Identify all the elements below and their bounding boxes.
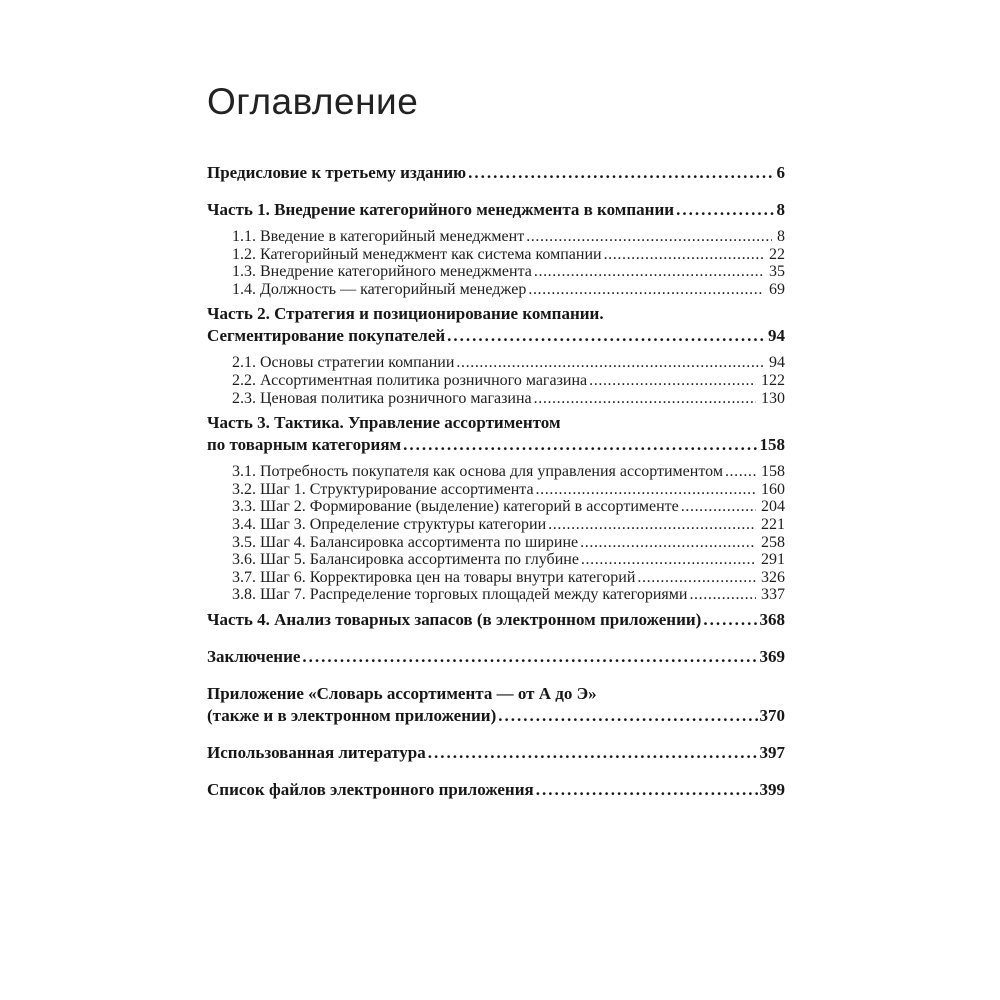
toc-entry-title: Часть 1. Внедрение категорийного менеджмента в компании: [207, 200, 675, 219]
toc-page-number: 94: [768, 326, 785, 346]
toc-page-number: 221: [761, 515, 785, 533]
toc-heading-line: [207, 683, 785, 705]
toc-heading-row: [207, 609, 785, 631]
toc-entry-title: Использованная литература: [207, 742, 426, 762]
dot-leader: [536, 481, 756, 499]
toc-entry-title: Часть 2. Стратегия и позиционирование компании.: [207, 304, 604, 324]
toc-entry-title: Список файлов электронного приложения: [207, 779, 534, 799]
dot-leader: [403, 434, 757, 456]
toc-entry-title: по товарным категориям: [207, 435, 402, 455]
dot-leader: [534, 390, 756, 408]
toc-sub-row: [207, 354, 785, 372]
toc-sub-row: [207, 390, 785, 408]
toc-sub-list: [207, 354, 785, 407]
toc-heading-row: [207, 742, 785, 764]
toc-entry-title: Сегментирование покупателей: [207, 326, 446, 346]
toc-sub-row: [207, 481, 785, 499]
toc-entry-title: Часть 3. Тактика. Управление ассортиментом: [207, 413, 561, 433]
toc-entry-title: Часть 4. Анализ товарных запасов (в электронном приложении): [207, 609, 702, 629]
dot-leader: [548, 516, 756, 534]
toc-sub-list: [207, 463, 785, 604]
dot-leader: [580, 534, 756, 552]
dot-leader: [302, 646, 757, 668]
toc-entry-title: (также и в электронном приложении): [207, 705, 497, 725]
dot-leader: [534, 263, 764, 281]
toc-entry: [207, 609, 785, 631]
toc-sub-title: 3.6. Шаг 5. Балансировка ассортимента по глубине: [232, 551, 579, 569]
toc-sub-row: [207, 569, 785, 587]
toc-sub-title: 3.4. Шаг 3. Определение структуры категории: [232, 515, 547, 533]
dot-leader: [468, 162, 774, 184]
toc-page-number: 204: [761, 498, 785, 516]
dot-leader: [428, 742, 758, 764]
toc-heading-row: [207, 779, 785, 801]
dot-leader: [536, 779, 758, 801]
toc-page-number: 6: [776, 163, 785, 182]
dot-leader: [725, 463, 756, 481]
toc-page-number: 369: [759, 646, 785, 666]
dot-leader: [581, 551, 756, 569]
dot-leader: [703, 609, 757, 631]
toc-heading-row: [207, 434, 785, 456]
toc-page-number: 397: [759, 742, 785, 762]
toc-page-number: 291: [761, 551, 785, 569]
dot-leader: [447, 325, 766, 347]
toc-sub-title: 1.4. Должность — категорийный менеджер: [232, 280, 527, 298]
toc-page-number: 8: [777, 228, 785, 245]
toc-sub-row: [207, 246, 785, 264]
toc-sub-title: 3.7. Шаг 6. Корректировка цен на товары внутри категорий: [232, 568, 636, 586]
dot-leader: [637, 569, 756, 587]
toc-sub-row: [207, 463, 785, 481]
toc-entry-title: Заключение: [207, 646, 301, 666]
toc-heading-row: [207, 325, 785, 347]
toc-page-number: 258: [761, 533, 785, 551]
toc-page-number: 160: [761, 480, 785, 498]
toc-sub-title: 1.1. Введение в категорийный менеджмент: [232, 228, 525, 245]
toc-entry: [207, 199, 785, 298]
toc-page-number: 158: [759, 435, 785, 455]
toc-entry-title: Приложение «Словарь ассортимента — от А до Э»: [207, 683, 597, 703]
toc-page-number: 399: [759, 779, 785, 799]
toc-sub-row: [207, 516, 785, 534]
toc-page-number: 8: [776, 200, 785, 219]
toc-page-number: 22: [769, 245, 785, 263]
toc-sub-title: 1.2. Категорийный менеджмент как система компании: [232, 245, 602, 263]
toc-sub-row: [207, 228, 785, 246]
toc-entry: [207, 162, 785, 184]
toc-entry: [207, 742, 785, 764]
toc-heading-row: [207, 705, 785, 727]
toc-sub-row: [207, 498, 785, 516]
toc-entry: [207, 412, 785, 604]
toc-sub-title: 2.2. Ассортиментная политика розничного магазина: [232, 371, 588, 389]
toc-sub-title: 2.3. Ценовая политика розничного магазина: [232, 389, 532, 407]
toc-page-number: 368: [759, 609, 785, 629]
toc-page-number: 370: [759, 705, 785, 725]
toc-entry: [207, 303, 785, 407]
toc-sub-row: [207, 281, 785, 299]
toc-entry-title: Предисловие к третьему изданию: [207, 163, 467, 182]
toc-sub-title: 1.3. Внедрение категорийного менеджмента: [232, 263, 532, 281]
toc-sub-title: 3.3. Шаг 2. Формирование (выделение) категорий в ассортименте: [232, 498, 679, 516]
toc-entry: [207, 683, 785, 727]
toc-page-number: 122: [761, 371, 785, 389]
toc-sub-title: 3.1. Потребность покупателя как основа для управления ассортиментом: [232, 463, 723, 481]
toc-sub-title: 3.8. Шаг 7. Распределение торговых площадей между категориями: [232, 586, 688, 604]
dot-leader: [689, 586, 756, 604]
toc-heading-row: [207, 162, 785, 184]
dot-leader: [604, 246, 764, 264]
dot-leader: [498, 705, 757, 727]
toc-sub-list: [207, 228, 785, 298]
toc-sub-title: 2.1. Основы стратегии компании: [232, 354, 455, 372]
dot-leader: [676, 199, 774, 221]
toc-page-number: 337: [761, 586, 785, 604]
toc-page-number: 35: [769, 263, 785, 281]
toc-heading-line: [207, 303, 785, 325]
toc-sub-row: [207, 551, 785, 569]
dot-leader: [526, 228, 772, 246]
dot-leader: [528, 281, 764, 299]
toc-heading-line: [207, 412, 785, 434]
toc-sub-row: [207, 534, 785, 552]
toc-entry: [207, 779, 785, 801]
toc-page-number: 94: [769, 354, 785, 372]
toc-sub-row: [207, 586, 785, 604]
toc-heading-row: [207, 646, 785, 668]
toc-page-number: 69: [769, 280, 785, 298]
dot-leader: [589, 372, 756, 390]
toc-heading-row: [207, 199, 785, 221]
toc-sub-row: [207, 372, 785, 390]
toc-entry: [207, 646, 785, 668]
toc-page-number: 326: [761, 568, 785, 586]
dot-leader: [681, 498, 756, 516]
page-title: Оглавление: [207, 81, 419, 122]
toc-list: [207, 162, 785, 801]
toc-sub-row: [207, 263, 785, 281]
toc-page-number: 130: [761, 389, 785, 407]
toc-sub-title: 3.2. Шаг 1. Структурирование ассортимента: [232, 480, 534, 498]
toc-page-number: 158: [761, 463, 785, 481]
dot-leader: [456, 354, 764, 372]
toc-sub-title: 3.5. Шаг 4. Балансировка ассортимента по ширине: [232, 533, 579, 551]
